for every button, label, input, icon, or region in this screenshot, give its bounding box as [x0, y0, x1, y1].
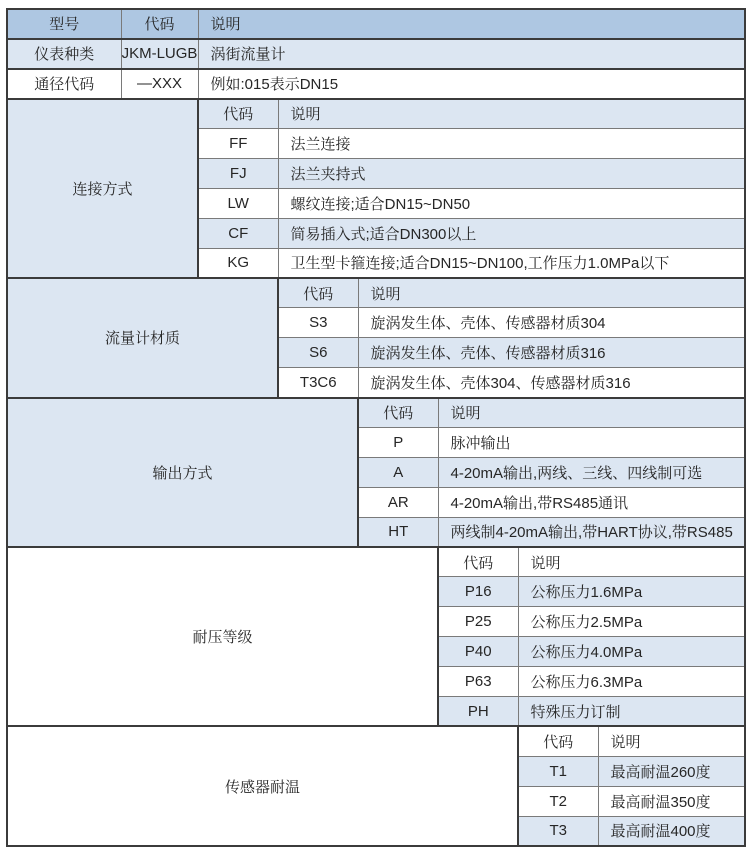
- model-selection-table-wrap: [6, 8, 746, 847]
- section-label-connection: 连接方式: [7, 99, 198, 278]
- sub-header-code: 代码: [198, 99, 278, 129]
- code-cell: HT: [358, 517, 438, 547]
- section-label-output: 输出方式: [7, 398, 358, 547]
- table-header-row: [7, 9, 745, 39]
- sub-header-desc: 说明: [278, 99, 745, 129]
- desc-cell: 特殊压力订制: [518, 696, 745, 726]
- code-cell: T3: [518, 816, 598, 846]
- code-cell: T3C6: [278, 368, 358, 398]
- code-cell: P63: [438, 667, 518, 697]
- desc-cell: 卫生型卡箍连接;适合DN15~DN100,工作压力1.0MPa以下: [278, 248, 745, 278]
- code-cell: A: [358, 457, 438, 487]
- section-material-header-row: [7, 278, 745, 308]
- sub-header-desc: 说明: [598, 726, 745, 756]
- section-connection-header-row: [7, 99, 745, 129]
- code-cell: PH: [438, 696, 518, 726]
- desc-cell: 公称压力1.6MPa: [518, 577, 745, 607]
- code-cell: P: [358, 427, 438, 457]
- desc-cell: 例如:015表示DN15: [198, 69, 745, 99]
- desc-cell: 两线制4-20mA输出,带HART协议,带RS485: [438, 517, 745, 547]
- row-instrument-type: [7, 39, 745, 69]
- code-cell: S3: [278, 308, 358, 338]
- code-cell: P25: [438, 607, 518, 637]
- code-cell: —XXX: [121, 69, 198, 99]
- sub-header-desc: 说明: [438, 398, 745, 428]
- code-cell: FJ: [198, 158, 278, 188]
- code-cell: T1: [518, 756, 598, 786]
- code-cell: P40: [438, 637, 518, 667]
- model-selection-table: [6, 8, 746, 847]
- sub-header-desc: 说明: [358, 278, 745, 308]
- code-cell: S6: [278, 338, 358, 368]
- code-cell: P16: [438, 577, 518, 607]
- code-cell: T2: [518, 786, 598, 816]
- section-label-pressure: 耐压等级: [7, 547, 438, 726]
- section-pressure-header-row: [7, 547, 745, 577]
- header-cell-code: 代码: [121, 9, 198, 39]
- section-label-temperature: 传感器耐温: [7, 726, 518, 846]
- sub-header-code: 代码: [358, 398, 438, 428]
- desc-cell: 最高耐温350度: [598, 786, 745, 816]
- header-cell-desc: 说明: [198, 9, 745, 39]
- desc-cell: 4-20mA输出,两线、三线、四线制可选: [438, 457, 745, 487]
- code-cell: FF: [198, 129, 278, 159]
- desc-cell: 涡街流量计: [198, 39, 745, 69]
- desc-cell: 脉冲输出: [438, 427, 745, 457]
- code-cell: LW: [198, 188, 278, 218]
- code-cell: JKM-LUGB: [121, 39, 198, 69]
- row-diameter-code: [7, 69, 745, 99]
- desc-cell: 简易插入式;适合DN300以上: [278, 218, 745, 248]
- sub-header-code: 代码: [518, 726, 598, 756]
- header-cell-model: 型号: [7, 9, 121, 39]
- desc-cell: 法兰连接: [278, 129, 745, 159]
- code-cell: KG: [198, 248, 278, 278]
- desc-cell: 螺纹连接;适合DN15~DN50: [278, 188, 745, 218]
- sub-header-code: 代码: [438, 547, 518, 577]
- desc-cell: 公称压力6.3MPa: [518, 667, 745, 697]
- sub-header-desc: 说明: [518, 547, 745, 577]
- section-output-header-row: [7, 398, 745, 428]
- code-cell: CF: [198, 218, 278, 248]
- desc-cell: 旋涡发生体、壳体、传感器材质304: [358, 308, 745, 338]
- desc-cell: 法兰夹持式: [278, 158, 745, 188]
- section-label-material: 流量计材质: [7, 278, 278, 398]
- desc-cell: 公称压力2.5MPa: [518, 607, 745, 637]
- section-temperature-header-row: [7, 726, 745, 756]
- desc-cell: 最高耐温400度: [598, 816, 745, 846]
- desc-cell: 旋涡发生体、壳体304、传感器材质316: [358, 368, 745, 398]
- row-label: 通径代码: [7, 69, 121, 99]
- desc-cell: 4-20mA输出,带RS485通讯: [438, 487, 745, 517]
- desc-cell: 旋涡发生体、壳体、传感器材质316: [358, 338, 745, 368]
- row-label: 仪表种类: [7, 39, 121, 69]
- desc-cell: 最高耐温260度: [598, 756, 745, 786]
- sub-header-code: 代码: [278, 278, 358, 308]
- desc-cell: 公称压力4.0MPa: [518, 637, 745, 667]
- code-cell: AR: [358, 487, 438, 517]
